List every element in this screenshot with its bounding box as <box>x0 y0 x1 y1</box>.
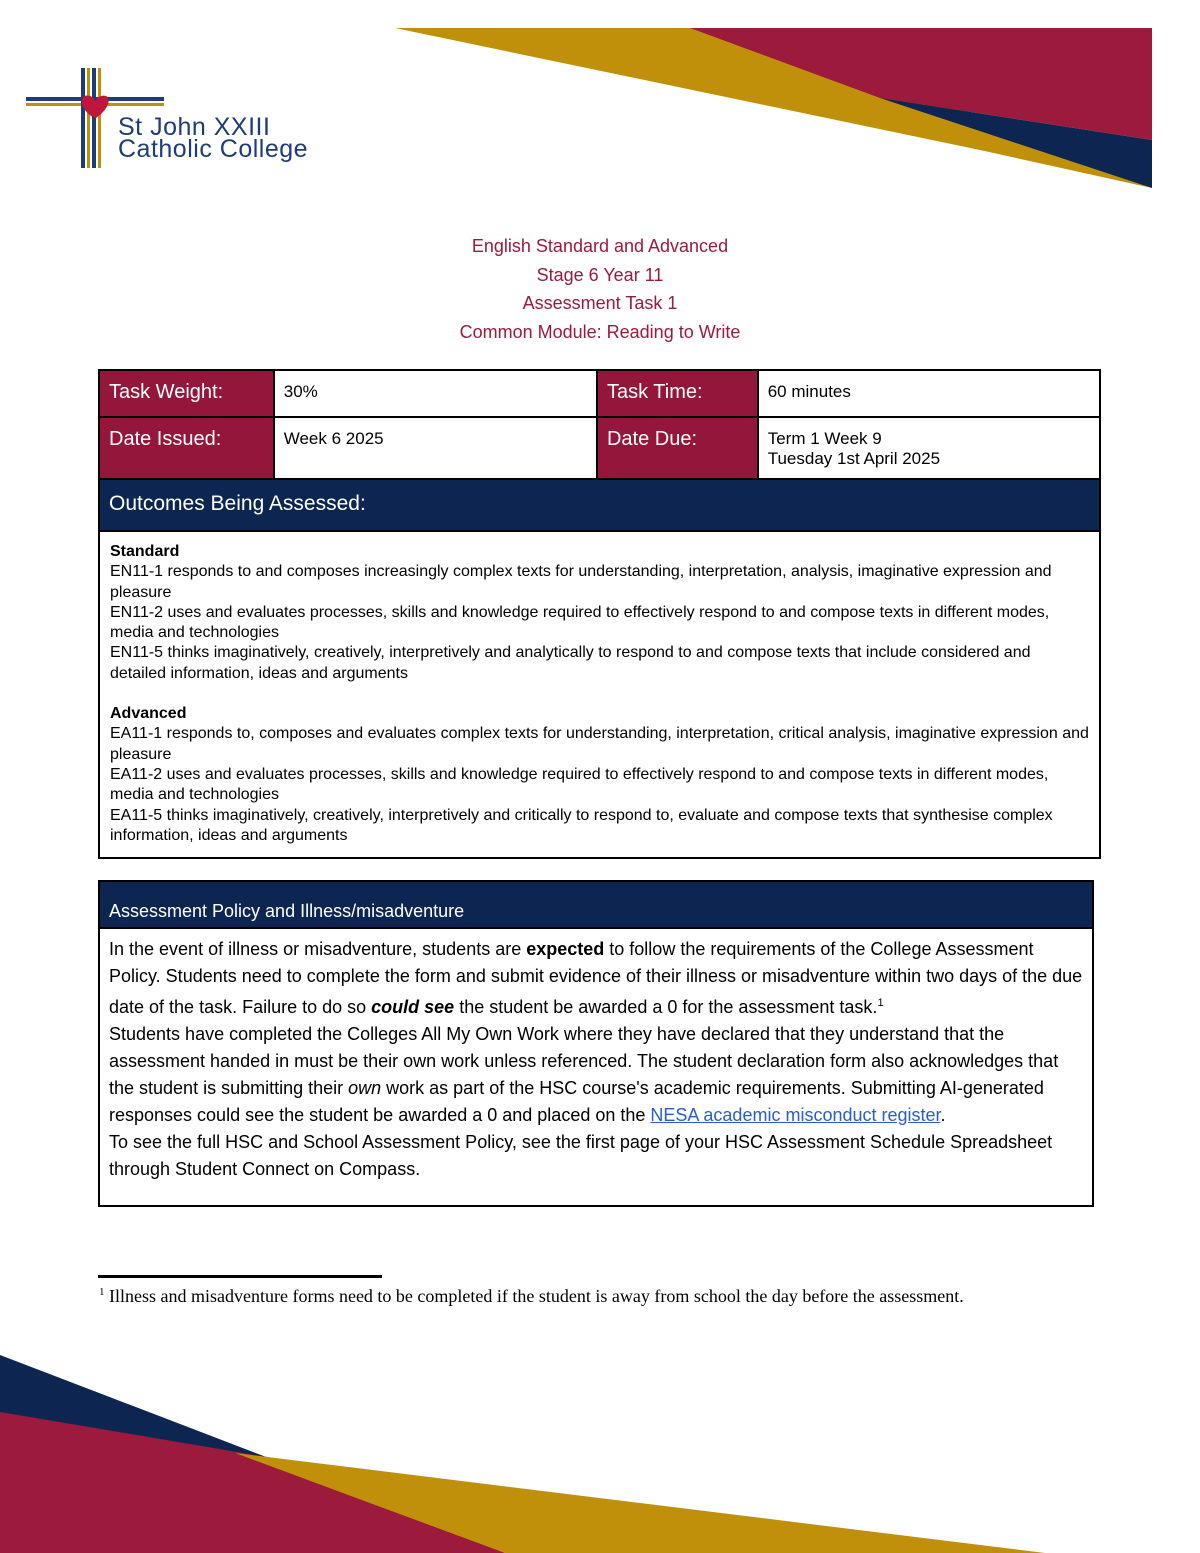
outcome-item: EN11-5 thinks imaginatively, creatively, interpretively and analytically to respond to and compose texts that include considered and detailed information, ideas and arguments <box>110 644 1031 682</box>
date-due-term-week: Term 1 Week 9 <box>767 429 882 448</box>
date-due-value <box>758 417 1100 479</box>
footnote-text: Illness and misadventure forms need to be completed if the student is away from school the day before the assessment. <box>104 1286 964 1306</box>
task-time-value: 60 minutes <box>758 370 1100 417</box>
table-row <box>99 881 1093 928</box>
task-weight-label: Task Weight: <box>99 370 274 417</box>
task-number: Assessment Task 1 <box>522 293 678 313</box>
outcome-item: EN11-1 responds to and composes increasingly complex texts for understanding, interpretation, analysis, imaginative expression and pleasure <box>110 563 1052 601</box>
outcome-item: EN11-2 uses and evaluates processes, skills and knowledge required to effectively respond to and compose texts in different modes, media and technologies <box>110 603 1050 642</box>
policy-body <box>99 928 1093 1206</box>
table-row <box>99 479 1100 531</box>
table-row <box>99 531 1100 858</box>
footnote-separator <box>98 1275 382 1278</box>
policy-heading: Assessment Policy and Illness/misadventure <box>99 881 1093 928</box>
outcomes-heading: Outcomes Being Assessed: <box>99 479 1100 531</box>
table-row <box>99 928 1093 1206</box>
footnote-reference: 1 <box>877 997 884 1009</box>
table-row <box>99 417 1100 479</box>
assessment-policy-table <box>98 880 1094 1207</box>
outcomes-list <box>99 531 1100 858</box>
document-title <box>0 232 1200 346</box>
task-weight-value: 30% <box>274 370 597 417</box>
policy-paragraph-full-policy: To see the full HSC and School Assessment Policy, see the first page of your HSC Assessment Schedule Spreadsheet through Student Connect on Compass. <box>109 1132 1053 1179</box>
policy-paragraph-illness: In the event of illness or misadventure, students are expected to follow the requirements of the College Assessment Policy. Students need to complete the form and submit evidence of their illness or misadventure within two days of the due date of the task. Failure to do so could see the student be awarded a 0 for the assessment task.$^1$ <box>109 939 1083 1017</box>
outcome-item: EA11-2 uses and evaluates processes, skills and knowledge required to effectively respond to and compose texts in different modes, media and technologies <box>110 765 1049 804</box>
advanced-heading: Advanced <box>110 705 187 723</box>
standard-heading: Standard <box>110 543 180 560</box>
course-title: English Standard and Advanced <box>471 236 729 256</box>
table-row <box>99 370 1100 417</box>
college-logo-text <box>118 113 309 163</box>
footnote-marker: 1 <box>99 1286 105 1298</box>
outcome-item: EA11-1 responds to, composes and evaluates complex texts for understanding, interpretation, critical analysis, imaginative expression and pleasure <box>110 725 1089 763</box>
date-issued-label: Date Issued: <box>99 417 274 479</box>
date-issued-value: Week 6 2025 <box>274 417 597 479</box>
module-name: Common Module: Reading to Write <box>459 321 741 342</box>
task-info-table <box>98 369 1101 859</box>
date-due-date: Tuesday 1st April 2025 <box>767 449 941 468</box>
footnote <box>99 1286 964 1307</box>
outcome-item: EA11-5 thinks imaginatively, creatively, interpretively and critically to respond to, evaluate and compose texts that synthesise complex information, ideas and arguments <box>110 806 1053 844</box>
college-name-line1: St John XXIII <box>118 113 271 141</box>
date-due-label: Date Due: <box>597 417 758 479</box>
policy-paragraph-own-work: Students have completed the Colleges All My Own Work where they have declared that they understand that the assessment handed in must be their own work unless referenced. The student declaration form also acknowledges that the student is submitting their own work as part of the HSC course's academic requirements. Submitting AI-generated responses could see the student be awarded a 0 and placed on the NESA academic misconduct register. <box>109 1024 1059 1125</box>
college-name-line2: Catholic College <box>118 135 309 163</box>
nesa-misconduct-register-link[interactable]: NESA academic misconduct register <box>650 1105 941 1125</box>
stage-year: Stage 6 Year 11 <box>536 264 664 285</box>
task-time-label: Task Time: <box>597 370 758 417</box>
